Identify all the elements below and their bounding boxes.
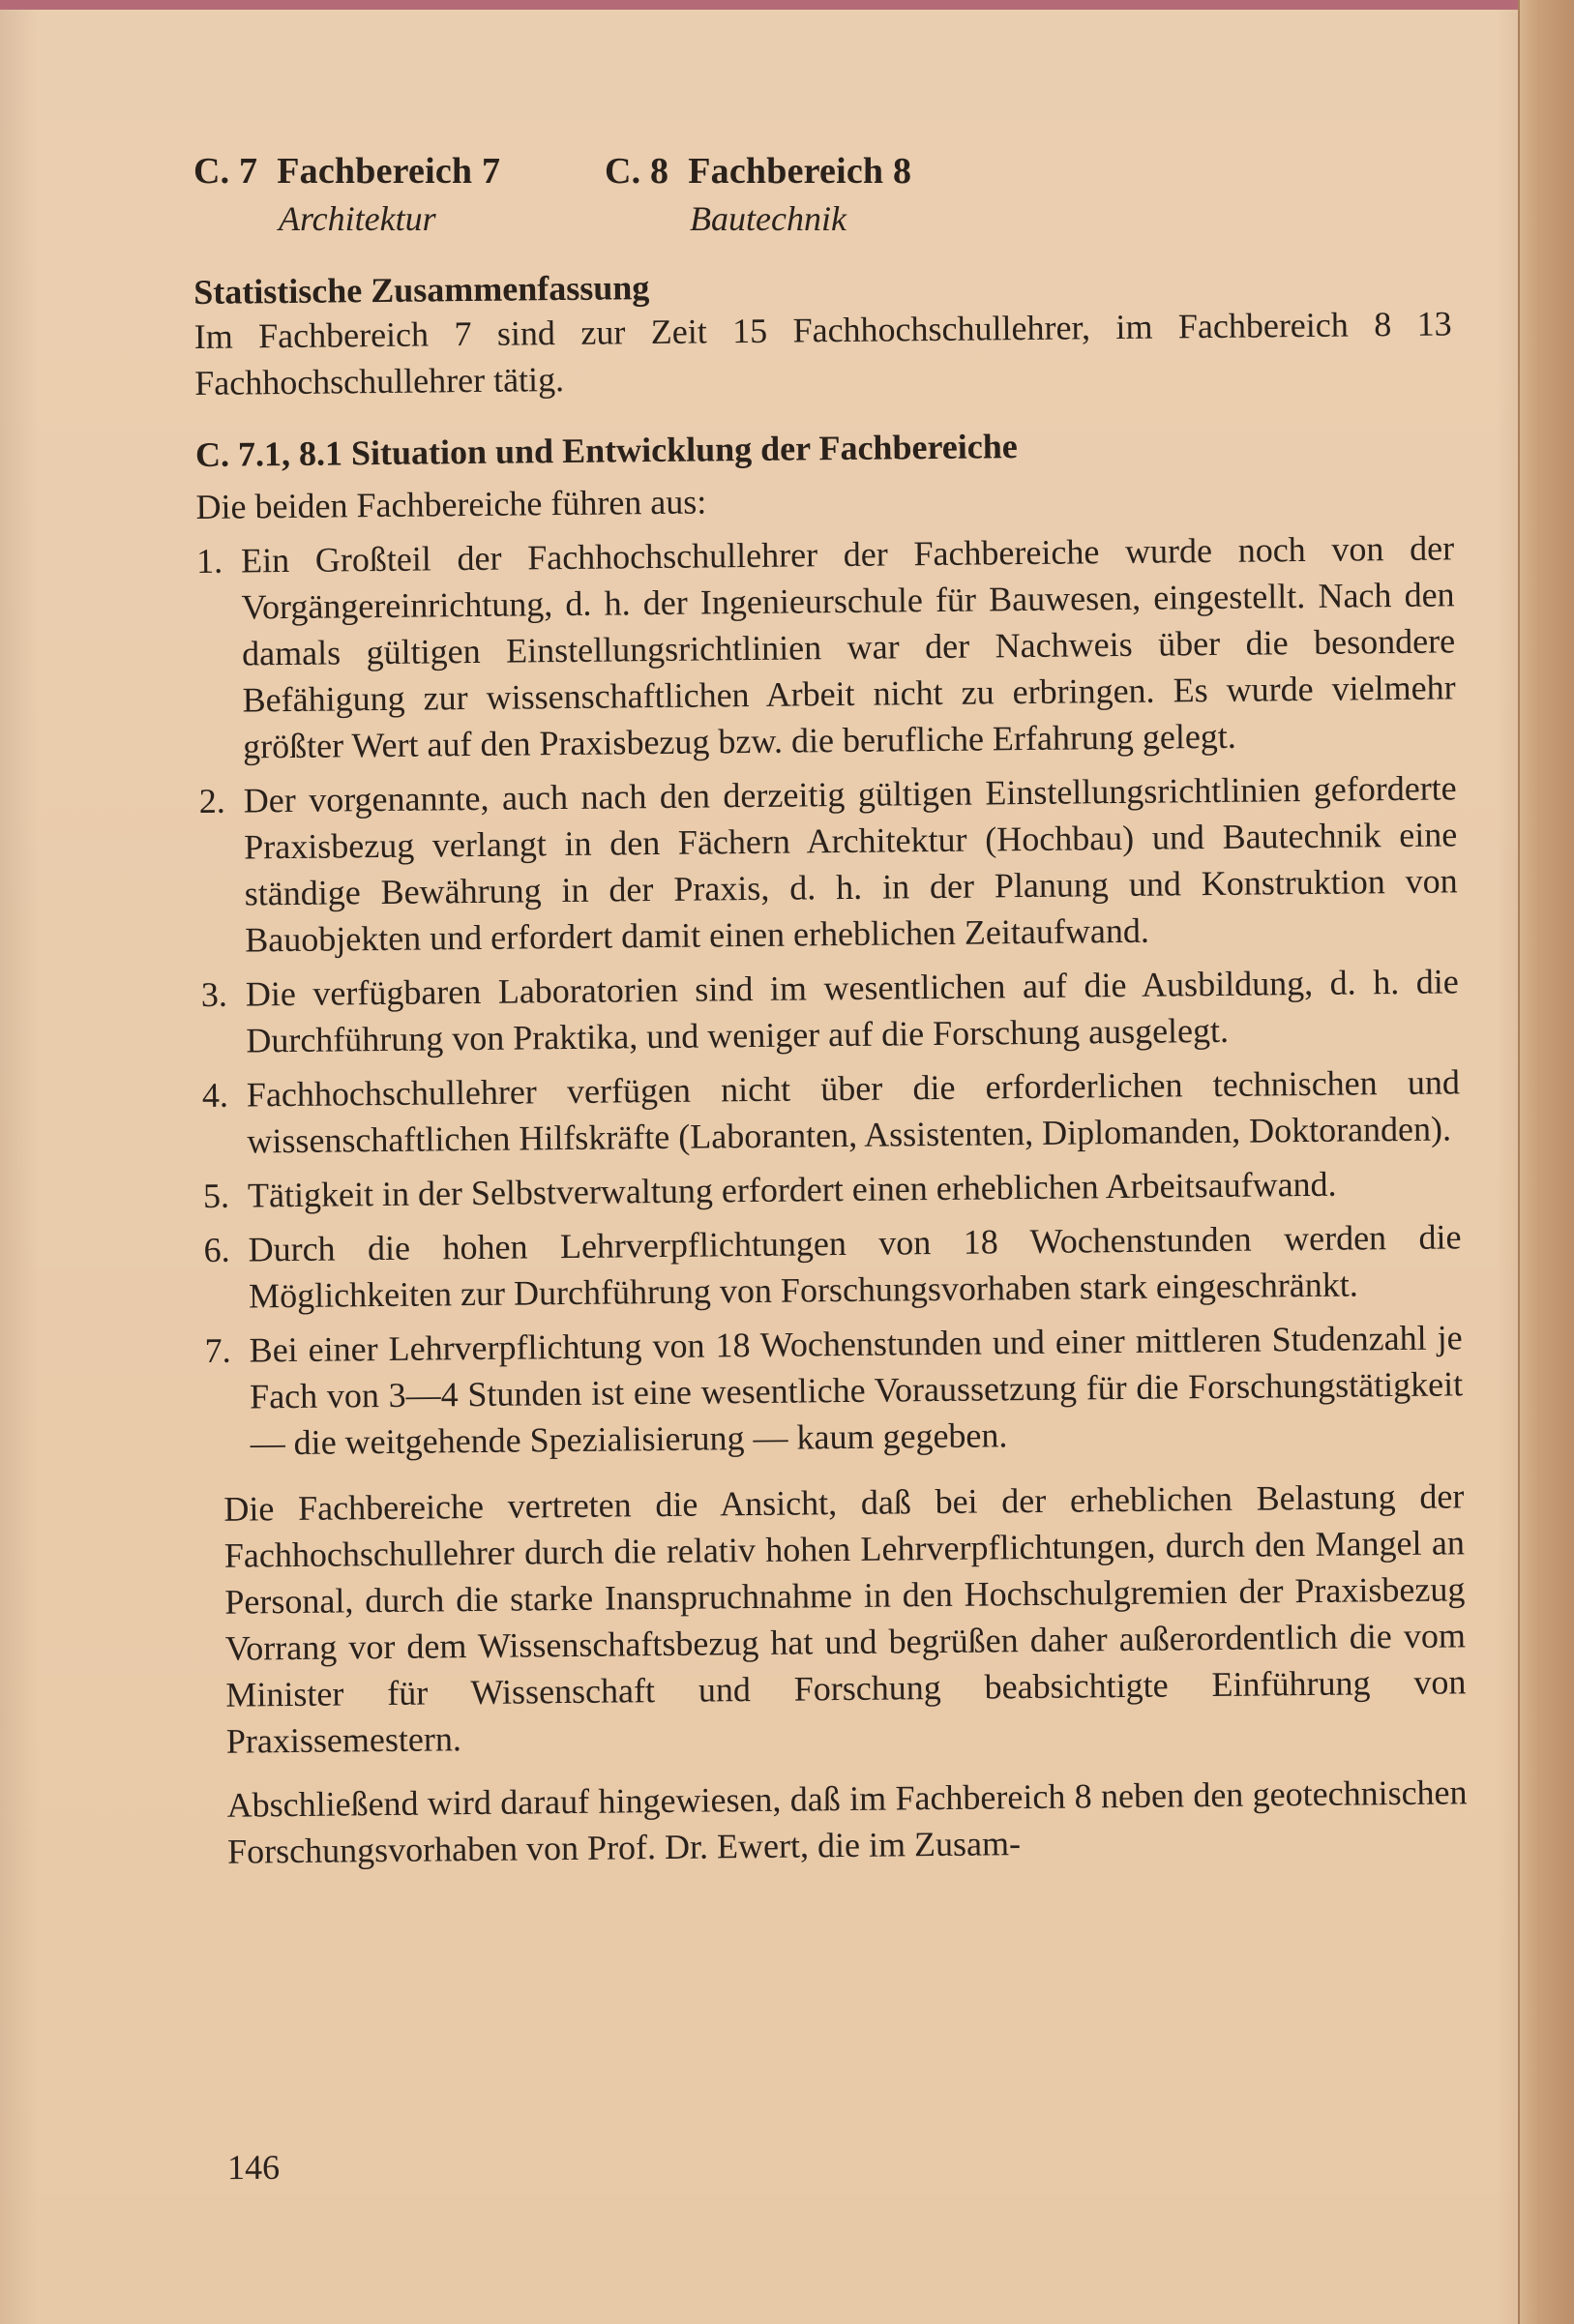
list-number: 7. bbox=[204, 1330, 231, 1370]
list-item bbox=[201, 958, 1460, 1064]
page-number: 146 bbox=[226, 2147, 281, 2188]
list-number: 2. bbox=[198, 781, 225, 820]
list-text: Der vorgenannte, auch nach den derzeitig gültigen Einstellungsrichtlinien geforderte Praxisbezug verlangt in den Fächern Architektur (Hochbau) und Bautechnik eine ständige Bewährung in der Praxis, d. h. in der Planung und Konstruktion von Bauobjekten und erfordert damit einen erheblichen Zeitaufwand. bbox=[243, 768, 1458, 960]
list-item bbox=[202, 1058, 1461, 1165]
list-number: 6. bbox=[203, 1230, 230, 1269]
list-number: 4. bbox=[201, 1075, 229, 1115]
situation-heading: C. 7.1, 8.1 Situation und Entwicklung der Fachbereiche bbox=[194, 427, 1018, 474]
right-page-fold bbox=[1518, 0, 1574, 2324]
list-item bbox=[198, 764, 1458, 964]
statistics-paragraph: Im Fachbereich 7 sind zur Zeit 15 Fachhochschullehrer, im Fachbereich 8 13 Fachhochschullehrer tätig. bbox=[193, 304, 1452, 402]
list-item bbox=[203, 1159, 1461, 1219]
conclusion-paragraph-1: Die Fachbereiche vertreten die Ansicht, daß bei der erheblichen Belastung der Fachhochschullehrer durch die relativ hohen Lehrverpflichtungen, durch den Mangel an Personal, durch die starke Inanspruchnahme in den Hochschulgremien der Praxisbezug Vorrang vor dem Wissenschaftsbezug hat und begrüßen daher außerordentlich die vom Minister für Wissenschaft und Forschung beabsichtigte Einführung von Praxissemestern. bbox=[223, 1476, 1467, 1761]
header-subtitle-7: Architektur bbox=[279, 199, 436, 238]
statistics-heading: Statistische Zusammenfassung bbox=[193, 268, 650, 312]
header-subtitle-8: Bautechnik bbox=[690, 199, 846, 238]
list-item bbox=[196, 524, 1456, 770]
header-title-7: Fachbereich 7 bbox=[277, 151, 501, 192]
list-text: Bei einer Lehrverpflichtung von 18 Wochenstunden und einer mittleren Studenzahl je Fach von 3—4 Stunden ist eine wesentliche Voraussetzung für die Forschungstätigkeit — die weitgehende Spezialisierung — kaum gegeben. bbox=[249, 1318, 1464, 1463]
header-title-8: Fachbereich 8 bbox=[688, 151, 912, 192]
list-item bbox=[204, 1314, 1463, 1467]
header-fachbereich-7 bbox=[193, 150, 500, 239]
list-number: 3. bbox=[200, 974, 228, 1014]
list-text: Tätigkeit in der Selbstverwaltung erfordert einen erheblichen Arbeitsaufwand. bbox=[247, 1164, 1337, 1215]
header-code-7: C. 7 bbox=[193, 151, 258, 192]
list-text: Fachhochschullehrer verfügen nicht über die erforderlichen technischen und wissenschaftlichen Hilfskräfte (Laboranten, Assistenten, Diplomanden, Doktoranden). bbox=[246, 1062, 1461, 1161]
list-number: 5. bbox=[202, 1176, 230, 1215]
page-header bbox=[193, 150, 1064, 247]
list-text: Ein Großteil der Fachhochschullehrer der Fachbereiche wurde noch von der Vorgängereinrichtung, d. h. der Ingenieurschule für Bauwesen, eingestellt. Nach den damals gültigen Einstellungsrichtlinien war der Nachweis über die besondere Befähigung zur wissenschaftlichen Arbeit nicht zu erbringen. Es wurde vielmehr größter Wert auf den Praxisbezug bzw. die berufliche Erfahrung gelegt. bbox=[240, 528, 1456, 766]
header-code-8: C. 8 bbox=[605, 151, 669, 192]
list-text: Die verfügbaren Laboratorien sind im wesentlichen auf die Ausbildung, d. h. die Durchführung von Praktika, und weniger auf die Forschung ausgelegt. bbox=[245, 962, 1459, 1060]
list-item bbox=[203, 1213, 1462, 1320]
document-body bbox=[193, 257, 1468, 1875]
list-text: Durch die hohen Lehrverpflichtungen von 18 Wochenstunden werden die Möglichkeiten zur Durchführung von Forschungsvorhaben stark eingeschränkt. bbox=[248, 1217, 1462, 1316]
situation-list bbox=[196, 524, 1464, 1467]
list-number: 1. bbox=[195, 541, 223, 581]
conclusion-paragraph-2: Abschließend wird darauf hingewiesen, daß im Fachbereich 8 neben den geotechnischen Forschungsvorhaben von Prof. Dr. Ewert, die im Zusam- bbox=[226, 1773, 1468, 1871]
header-fachbereich-8 bbox=[605, 150, 911, 239]
situation-lead: Die beiden Fachbereiche führen aus: bbox=[195, 482, 707, 526]
